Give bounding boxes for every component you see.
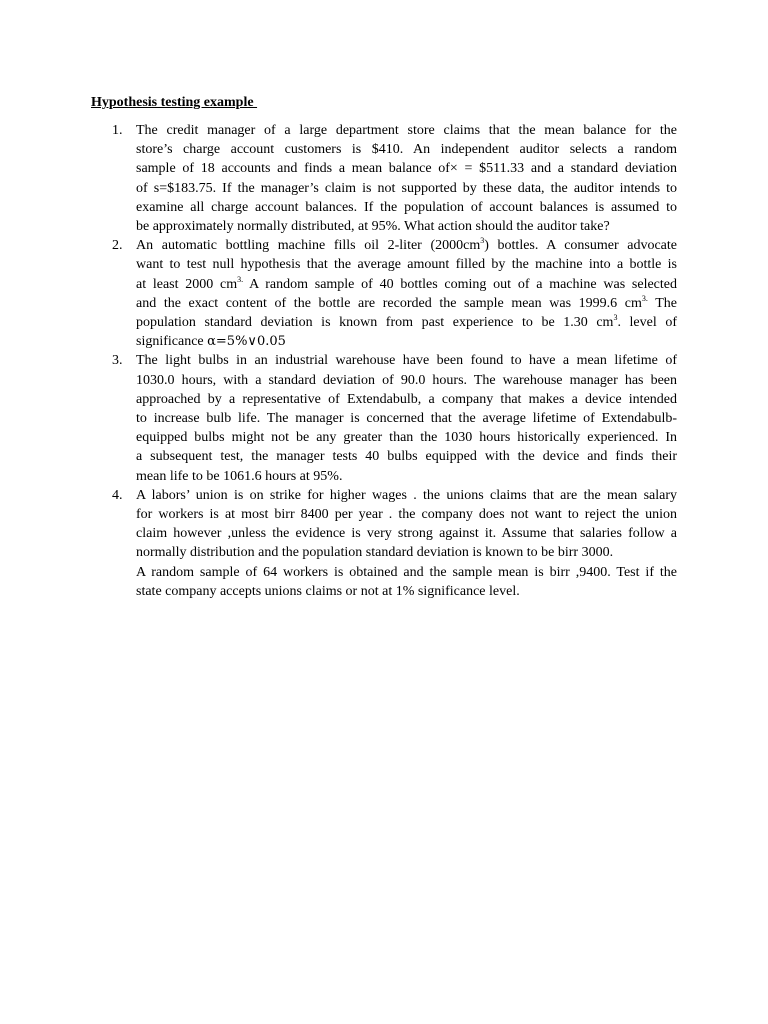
question-4-line-2: for workers is at most birr 8400 per year . the company does not want to reject the union (136, 507, 677, 523)
question-2 (91, 236, 677, 351)
question-3-number: 3. (112, 353, 123, 369)
question-3-line-3: approached by a representative of Extendabulb, a company that makes a device intended (136, 391, 677, 407)
question-4-line-4: normally distribution and the population standard deviation is known to be birr 3000. (136, 545, 614, 561)
question-1-line-2: store’s charge account customers is $410. An independent auditor selects a random (136, 142, 677, 158)
question-3-line-4: to increase bulb life. The manager is concerned that the average lifetime of Extendabulb- (136, 411, 677, 427)
question-2-line-1 (136, 236, 677, 255)
question-4-number: 4. (112, 487, 123, 503)
document-title: Hypothesis testing example (91, 95, 258, 110)
question-2-number: 2. (112, 238, 123, 254)
question-1-line-5: examine all charge account balances. If the population of account balances is assumed to (136, 199, 677, 215)
question-1 (91, 121, 677, 236)
question-1-line-1: The credit manager of a large department store claims that the mean balance for the (136, 123, 677, 138)
question-4-line-5: A random sample of 64 workers is obtained and the sample mean is birr ,9400. Test if the (136, 564, 677, 580)
question-3-line-7: mean life to be 1061.6 hours at 95%. (136, 468, 343, 484)
question-4-line-1: A labors’ union is on strike for higher wages . the unions claims that are the mean salary (136, 487, 677, 503)
question-4-line-3: claim however ,unless the evidence is very strong against it. Assume that salaries follow a (136, 526, 677, 542)
question-2-line-2: want to test null hypothesis that the average amount filled by the machine into a bottle is (136, 257, 677, 273)
question-4 (91, 486, 677, 601)
question-4-line-6: state company accepts unions claims or not at 1% significance level. (136, 583, 520, 599)
question-2-line-6 (136, 332, 677, 351)
question-3-line-1: The light bulbs in an industrial warehouse have been found to have a mean lifetime of (136, 353, 677, 369)
question-3-line-2: 1030.0 hours, with a standard deviation of 90.0 hours. The warehouse manager has been (136, 372, 677, 388)
question-2-text: The (647, 295, 678, 311)
question-1-line-3: sample of 18 accounts and finds a mean balance of× = $511.33 and a standard deviation (136, 161, 677, 177)
question-1-line-4: of s=$183.75. If the manager’s claim is not supported by these data, the auditor intends to (136, 180, 677, 196)
question-2-text: significance (136, 334, 208, 350)
superscript: 3 (613, 313, 618, 323)
question-1-number: 1. (112, 123, 123, 138)
superscript: 3. (641, 293, 648, 303)
question-2-line-4 (136, 294, 677, 313)
question-2-text: ) bottles. A consumer advocate (484, 238, 678, 254)
question-2-text: and the exact content of the bottle are recorded the sample mean was 1999.6 cm (136, 295, 642, 311)
question-2-text: An automatic bottling machine fills oil 2-liter (2000cm (136, 238, 481, 254)
question-2-text: A random sample of 40 bottles coming out of a machine was selected (243, 276, 677, 292)
question-3-line-6: a subsequent test, the manager tests 40 bulbs equipped with the device and finds their (136, 449, 677, 465)
question-3 (91, 351, 677, 485)
question-2-line-3 (136, 275, 677, 294)
superscript: 3. (237, 274, 244, 284)
question-list (91, 121, 677, 601)
question-2-text: population standard deviation is known from past experience to be 1.30 cm (136, 315, 614, 331)
question-2-text: at least 2000 cm (136, 276, 238, 292)
question-2-line-5 (136, 313, 677, 332)
question-3-line-5: equipped bulbs might not be any greater than the 1030 hours historically experienced. In (136, 430, 677, 446)
superscript: 3 (480, 236, 485, 246)
question-1-line-6: be approximately normally distributed, at 95%. What action should the auditor take? (136, 219, 610, 235)
significance-formula: α=5%∨0.05 (207, 334, 286, 350)
question-2-text: . level of (617, 315, 678, 331)
